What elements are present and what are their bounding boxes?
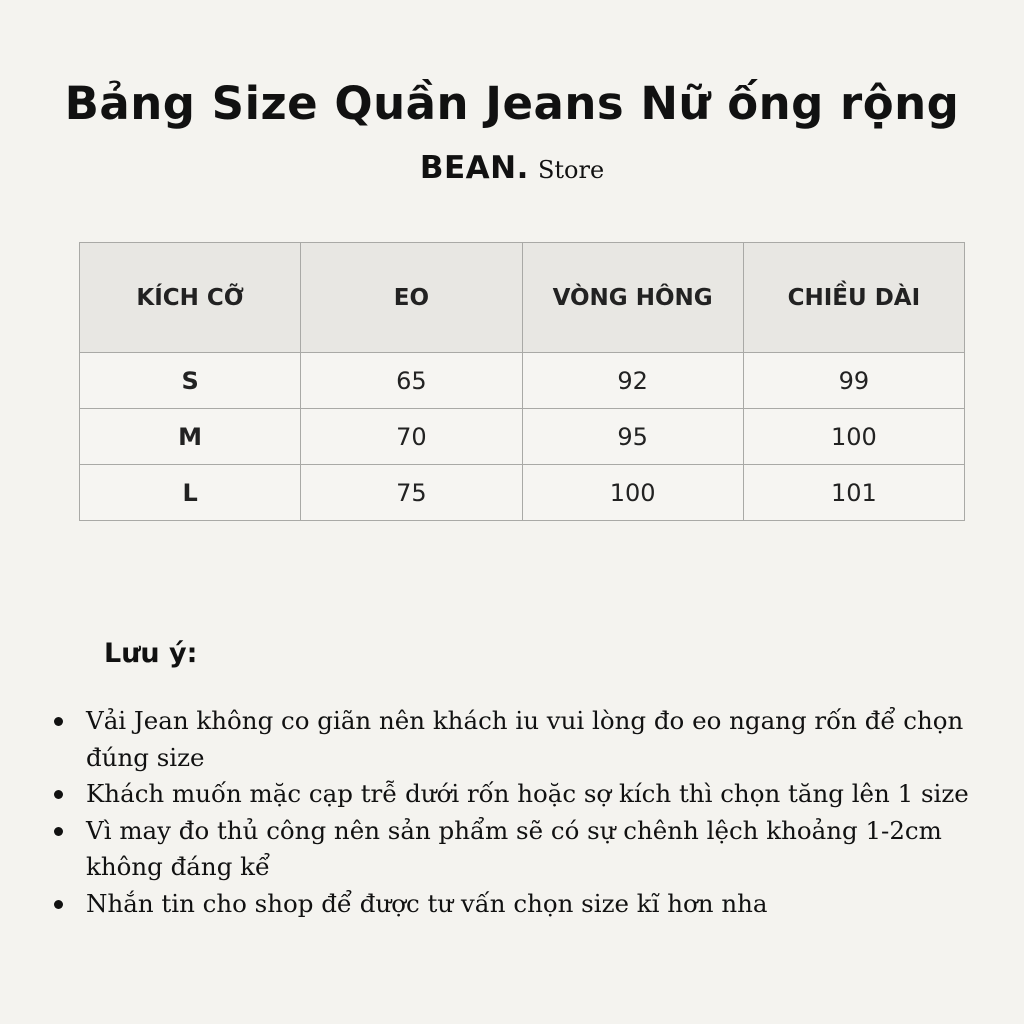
table-header-row <box>80 243 965 353</box>
brand <box>0 146 1024 195</box>
page-title: Bảng Size Quần Jeans Nữ ống rộng <box>64 77 960 130</box>
hip-cell: 92 <box>522 353 743 409</box>
length-cell: 100 <box>743 409 964 465</box>
bullet-icon <box>54 900 63 909</box>
table-row <box>80 409 965 465</box>
bullet-icon <box>54 827 63 836</box>
hip-cell: 100 <box>522 465 743 521</box>
table-row <box>80 465 965 521</box>
waist-cell: 65 <box>301 353 522 409</box>
notes-title: Lưu ý: <box>104 638 198 669</box>
size-cell: L <box>80 465 301 521</box>
column-header-length: CHIỀU DÀI <box>743 243 964 353</box>
length-cell: 99 <box>743 353 964 409</box>
waist-cell: 75 <box>301 465 522 521</box>
size-cell: S <box>80 353 301 409</box>
note-text: Nhắn tin cho shop để được tư vấn chọn size kĩ hơn nha <box>86 888 768 918</box>
table-row <box>80 353 965 409</box>
bullet-icon <box>54 717 63 726</box>
column-header-hip: VÒNG HÔNG <box>522 243 743 353</box>
column-header-size: KÍCH CỠ <box>80 243 301 353</box>
bullet-icon <box>54 790 63 799</box>
brand-sub: Store <box>537 156 605 184</box>
list-item <box>52 813 1012 886</box>
list-item <box>52 886 1012 923</box>
column-header-waist: EO <box>301 243 522 353</box>
hip-cell: 95 <box>522 409 743 465</box>
note-text: Vì may đo thủ công nên sản phẩm sẽ có sự chênh lệch khoảng 1-2cm không đáng kể <box>86 815 942 881</box>
size-table <box>79 242 965 521</box>
note-text: Vải Jean không co giãn nên khách iu vui lòng đo eo ngang rốn để chọn đúng size <box>86 706 964 772</box>
size-cell: M <box>80 409 301 465</box>
note-text: Khách muốn mặc cạp trễ dưới rốn hoặc sợ kích thì chọn tăng lên 1 size <box>86 779 969 808</box>
list-item <box>52 703 1012 776</box>
brand-name: BEAN. <box>419 150 529 186</box>
length-cell: 101 <box>743 465 964 521</box>
list-item <box>52 776 1012 813</box>
waist-cell: 70 <box>301 409 522 465</box>
notes-list <box>52 703 1012 922</box>
